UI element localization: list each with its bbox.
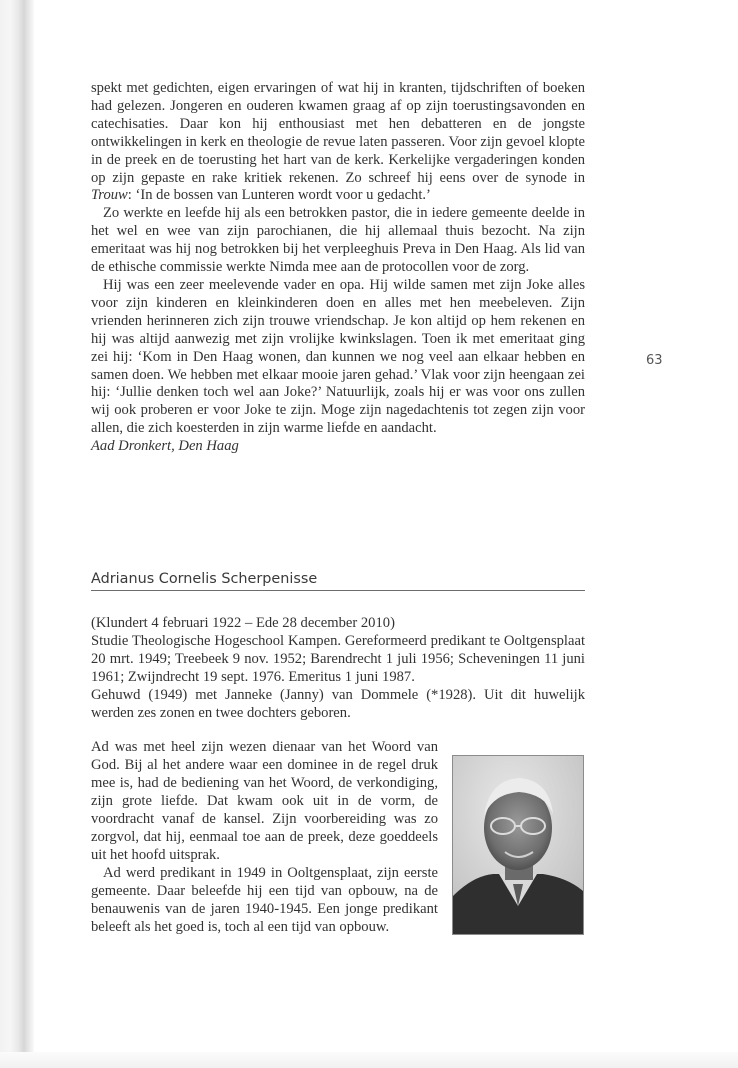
obituary-text <box>91 738 438 936</box>
paragraph-2: Ad werd predikant in 1949 in Ooltgensplaat, zijn eerste gemeente. Daar beleefde hij een tijd van opbouw, na de benauwenis van de jaren 1940-1945. Een jonge predikant beleeft als het goed is, toch al een tijd van opbouw. <box>91 865 438 935</box>
page-number: 63 <box>646 353 663 368</box>
page-bottom-edge <box>0 1052 738 1068</box>
biography-block <box>91 615 585 722</box>
continued-obituary <box>91 80 585 456</box>
paragraph-continued-1: spekt met gedichten, eigen ervaringen of wat hij in kranten, tijdschriften of boeken had gelezen. Jongeren en ouderen kwamen graag af op zijn toerustingsavonden en catechisaties. Daar kon hij enthousiast met hen debatteren en de jongste ontwikkelingen in kerk en theologie de revue laten passeren. Voor zijn gevoel klopte in de preek en de toerusting het hart van de kerk. Kerkelijke vergaderingen konden op zijn gepaste en rake kritiek rekenen. Zo schreef hij eens over de synode in Trouw: ‘In de bossen van Lunteren wordt voor u gedacht.’ <box>91 80 585 204</box>
biography-dates: (Klundert 4 februari 1922 – Ede 28 december 2010) <box>91 615 395 631</box>
biography-career: Studie Theologische Hogeschool Kampen. Gereformeerd predikant te Ooltgensplaat 20 mrt. 1949; Treebeek 9 nov. 1952; Barendrecht 1 juli 1956; Scheveningen 11 juni 1961; Zwijndrecht 19 sept. 1976. Emeritus 1 juni 1987. <box>91 632 585 685</box>
portrait-photo <box>452 755 584 935</box>
page-gutter-shadow <box>0 0 34 1068</box>
portrait-image <box>453 756 583 934</box>
paragraph-continued-2: Zo werkte en leefde hij als een betrokken pastor, die in iedere gemeente deelde in het wel en wee van zijn parochianen, die hij allemaal thuis bezocht. Na zijn emeritaat was hij nog betrokken bij het verpleeghuis Preva in Den Haag. Als lid van de ethische commissie werkte Nimda mee aan de protocollen voor de zorg. <box>91 205 585 276</box>
obituary-signature: Aad Dronkert, Den Haag <box>91 438 239 455</box>
paragraph-1: Ad was met heel zijn wezen dienaar van het Woord van God. Bij al het andere waar een dominee in de regel druk mee is, had de bediening van het Woord, de verkondiging, zijn grote liefde. Dat kwam ook uit in de vorm, de voordracht vanaf de kansel. Zijn voorbereiding was zo zorgvol, dat hij, eenmaal toe aan de preek, deze goeddeels uit het hoofd uitsprak. <box>91 739 438 863</box>
paragraph-continued-3: Hij was een zeer meelevende vader en opa. Hij wilde samen met zijn Joke alles voor zijn kinderen en kleinkinderen doen en alles met hen meebeleven. Zijn vrienden herinneren zich zijn trouwe vriendschap. Je kon altijd op hem rekenen en hij was altijd aanwezig met zijn vrolijke kwinkslagen. Toen ik met emeritaat ging zei hij: ‘Kom in Den Haag wonen, dan kunnen we nog veel aan elkaar hebben en samen doen. We hebben met elkaar mooie jaren gehad.’ Vlak voor zijn heengaan zei hij: ‘Jullie denken toch wel aan Joke?’ Natuurlijk, zoals hij er was voor ons zullen wij ook proberen er voor Joke te zijn. Moge zijn nagedachtenis tot zegen zijn voor allen, die zich koesterden in zijn warme liefde en aandacht. <box>91 276 585 437</box>
section-heading: Adrianus Cornelis Scherpenisse <box>91 571 585 591</box>
biography-marriage: Gehuwd (1949) met Janneke (Janny) van Dommele (*1928). Uit dit huwelijk werden zes zonen en twee dochters geboren. <box>91 686 585 721</box>
newspaper-title: Trouw <box>91 187 128 204</box>
